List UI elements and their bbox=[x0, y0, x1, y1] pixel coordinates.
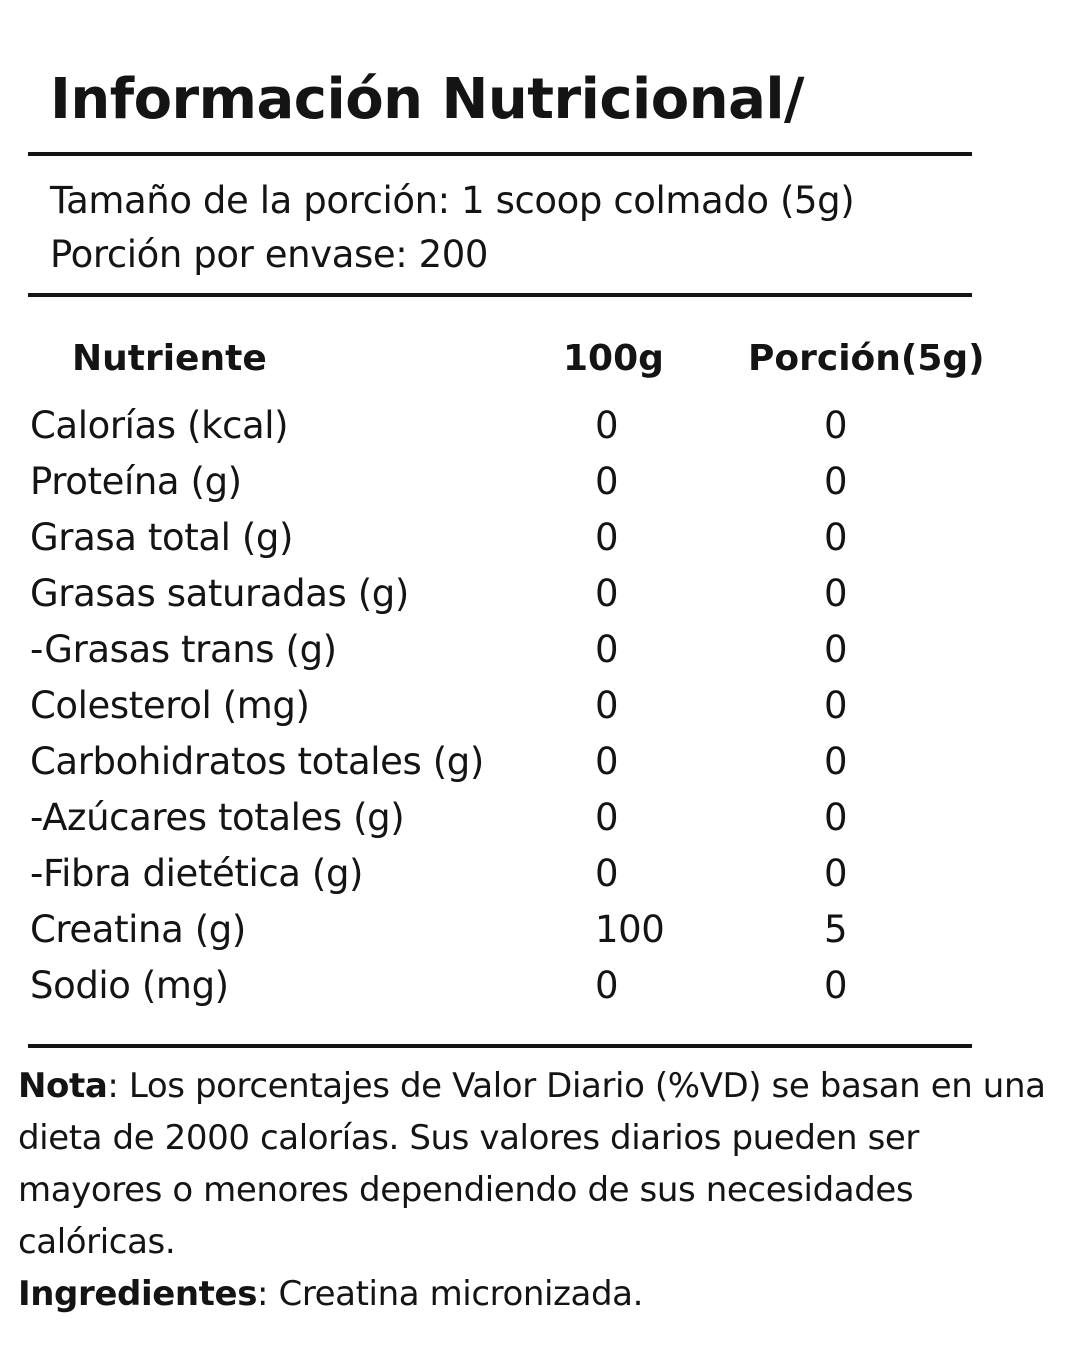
note-label: Nota bbox=[18, 1066, 108, 1106]
nutrient-name: -Azúcares totales (g) bbox=[30, 796, 405, 839]
value-per-portion: 5 bbox=[824, 908, 848, 951]
footnotes bbox=[18, 1060, 1068, 1320]
serving-size: Tamaño de la porción: 1 scoop colmado (5g) bbox=[50, 179, 855, 222]
table-row bbox=[0, 902, 1080, 958]
ingredients-label: Ingredientes bbox=[18, 1274, 258, 1314]
note-paragraph bbox=[18, 1060, 1068, 1268]
value-per-portion: 0 bbox=[824, 460, 848, 503]
value-per-portion: 0 bbox=[824, 684, 848, 727]
table-row bbox=[0, 790, 1080, 846]
nutrient-name: Carbohidratos totales (g) bbox=[30, 740, 484, 783]
table-row bbox=[0, 678, 1080, 734]
nutrient-name: Sodio (mg) bbox=[30, 964, 229, 1007]
ingredients-paragraph bbox=[18, 1268, 1068, 1320]
table-row bbox=[0, 510, 1080, 566]
serving-divider bbox=[28, 293, 972, 297]
value-per-portion: 0 bbox=[824, 964, 848, 1007]
value-per-100g: 0 bbox=[595, 404, 619, 447]
value-per-portion: 0 bbox=[824, 796, 848, 839]
table-row bbox=[0, 454, 1080, 510]
header-per-portion: Porción(5g) bbox=[748, 338, 985, 379]
header-per-100g: 100g bbox=[563, 338, 664, 379]
value-per-portion: 0 bbox=[824, 852, 848, 895]
value-per-portion: 0 bbox=[824, 404, 848, 447]
table-row bbox=[0, 734, 1080, 790]
bottom-divider bbox=[28, 1044, 972, 1048]
value-per-portion: 0 bbox=[824, 740, 848, 783]
value-per-100g: 0 bbox=[595, 852, 619, 895]
value-per-100g: 0 bbox=[595, 796, 619, 839]
nutrient-table bbox=[0, 398, 1080, 1014]
nutrient-name: Grasas saturadas (g) bbox=[30, 572, 409, 615]
table-row bbox=[0, 566, 1080, 622]
value-per-100g: 0 bbox=[595, 964, 619, 1007]
nutrient-name: Proteína (g) bbox=[30, 460, 242, 503]
note-text: : Los porcentajes de Valor Diario (%VD) se basan en una dieta de 2000 calorías. Sus valores diarios pueden ser mayores o menores dependiendo de sus necesidades calóricas. bbox=[18, 1066, 1046, 1262]
servings-per-container: Porción por envase: 200 bbox=[50, 233, 489, 276]
value-per-100g: 0 bbox=[595, 628, 619, 671]
value-per-100g: 0 bbox=[595, 684, 619, 727]
value-per-portion: 0 bbox=[824, 516, 848, 559]
ingredients-text: : Creatina micronizada. bbox=[257, 1274, 643, 1314]
value-per-100g: 100 bbox=[595, 908, 665, 951]
table-row bbox=[0, 398, 1080, 454]
value-per-portion: 0 bbox=[824, 572, 848, 615]
table-row bbox=[0, 622, 1080, 678]
serving-info bbox=[50, 174, 854, 282]
value-per-portion: 0 bbox=[824, 628, 848, 671]
value-per-100g: 0 bbox=[595, 740, 619, 783]
nutrient-name: Calorías (kcal) bbox=[30, 404, 289, 447]
top-divider bbox=[28, 152, 972, 156]
label-title: Información Nutricional/ bbox=[50, 67, 805, 132]
nutrient-name: Grasa total (g) bbox=[30, 516, 293, 559]
nutrient-name: Creatina (g) bbox=[30, 908, 246, 951]
table-row bbox=[0, 846, 1080, 902]
nutrient-name: -Fibra dietética (g) bbox=[30, 852, 364, 895]
nutrient-name: -Grasas trans (g) bbox=[30, 628, 337, 671]
value-per-100g: 0 bbox=[595, 572, 619, 615]
value-per-100g: 0 bbox=[595, 516, 619, 559]
table-row bbox=[0, 958, 1080, 1014]
nutrient-name: Colesterol (mg) bbox=[30, 684, 310, 727]
header-nutrient: Nutriente bbox=[72, 338, 267, 379]
value-per-100g: 0 bbox=[595, 460, 619, 503]
